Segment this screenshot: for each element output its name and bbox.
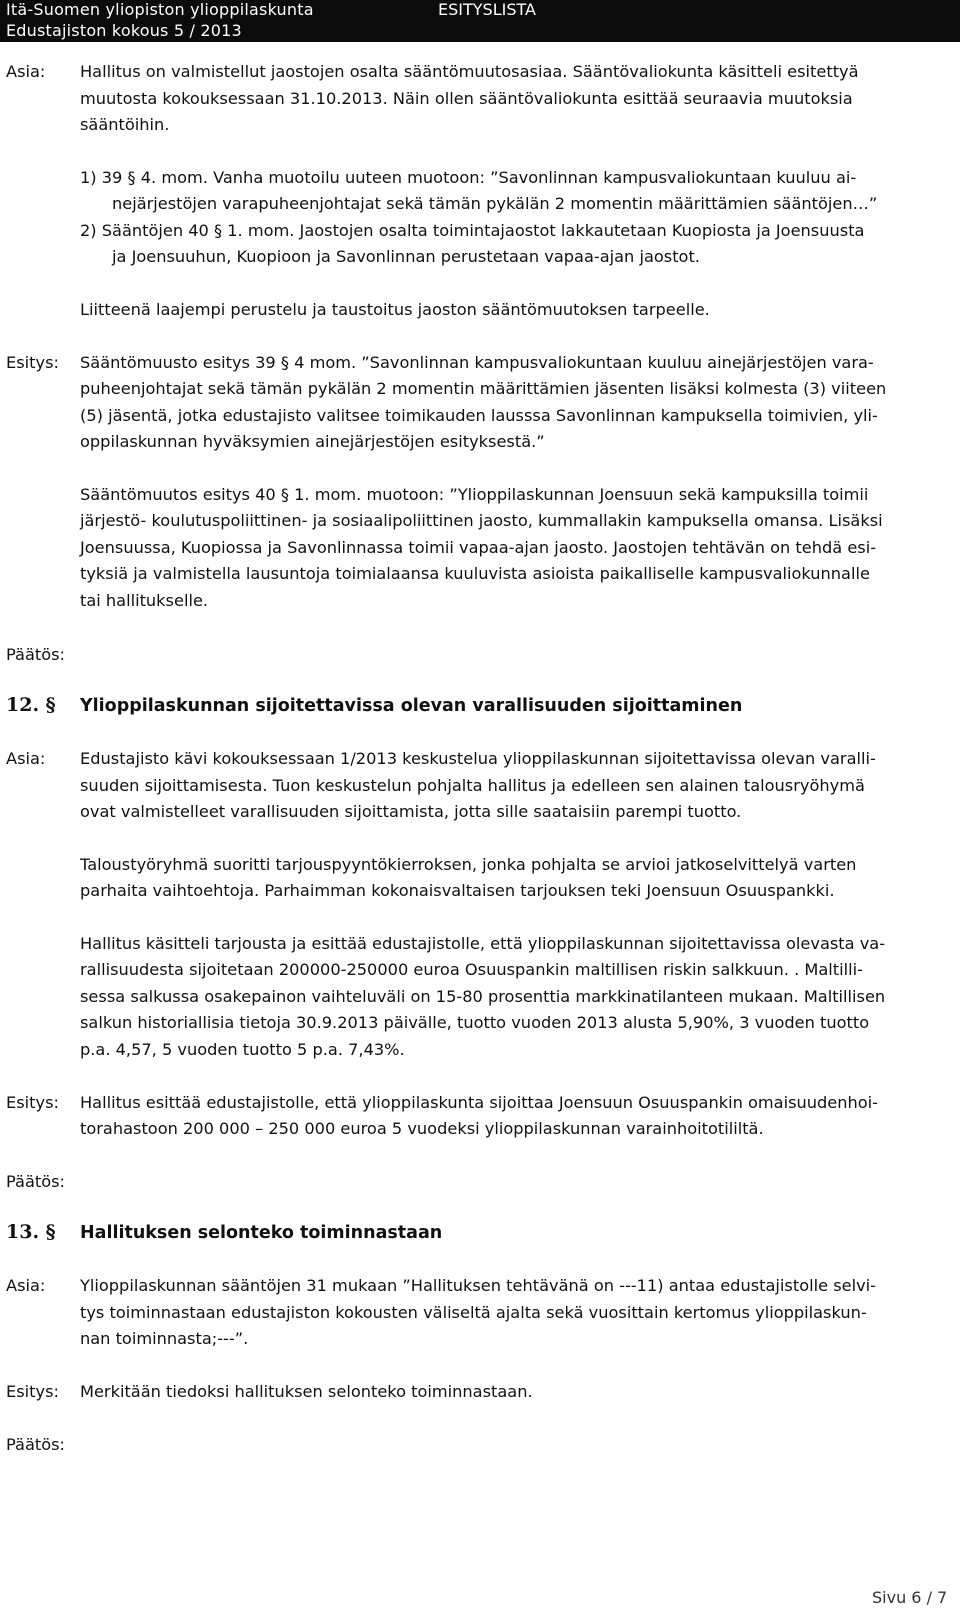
label-esitys: Esitys: (6, 1382, 59, 1401)
section-number: 13. § (6, 1221, 56, 1243)
item11-asia-line: muutosta kokouksessaan 31.10.2013. Näin ollen sääntövaliokunta esittää seuraavia muutoksia (80, 89, 853, 108)
item12-asia-line: Hallitus käsitteli tarjousta ja esittää edustajistolle, että ylioppilaskunnan sijoitettavissa olevasta va- (80, 934, 886, 953)
item11-esitys-line: tyksiä ja valmistella lausuntoja toimialaansa kuuluvista asioista paikalliselle kampusvaliokunnalle (80, 564, 870, 583)
document-header (0, 0, 960, 42)
page-number: Sivu 6 / 7 (872, 1588, 948, 1607)
label-esitys: Esitys: (6, 353, 59, 372)
item12-asia-line: Taloustyöryhmä suoritti tarjouspyyntökierroksen, jonka pohjalta se arvioi jatkoselvittelyä varten (80, 855, 857, 874)
item12-asia-line: parhaita vaihtoehtoja. Parhaimman kokonaisvaltaisen tarjouksen teki Joensuun Osuuspankki. (80, 881, 835, 900)
section-title: Ylioppilaskunnan sijoitettavissa olevan varallisuuden sijoittaminen (80, 696, 743, 716)
label-asia: Asia: (6, 749, 46, 768)
item12-asia-line: ovat valmistelleet varallisuuden sijoittamista, jotta sille saataisiin parempi tuotto. (80, 802, 742, 821)
item13-esitys: Merkitään tiedoksi hallituksen selonteko toiminnastaan. (80, 1382, 533, 1401)
document-type: ESITYSLISTA (438, 0, 536, 19)
label-paatos: Päätös: (6, 645, 66, 664)
meeting-name: Edustajiston kokous 5 / 2013 (6, 21, 242, 40)
item12-asia-line: salkun historiallisia tietoja 30.9.2013 päivälle, tuotto vuoden 2013 alusta 5,90%, 3 vuoden tuotto (80, 1013, 870, 1032)
item12-asia-line: sessa salkussa osakepainon vaihteluväli on 15-80 prosenttia markkinatilanteen mukaan. Maltillisen (80, 987, 886, 1006)
item11-esitys-line: puheenjohtajat sekä tämän pykälän 2 momentin määrittämien jäsenten lisäksi kolmesta (3) viiteen (80, 379, 887, 398)
label-esitys: Esitys: (6, 1093, 59, 1112)
rule-change-item-1: nejärjestöjen varapuheenjohtajat sekä tämän pykälän 2 momentin määrittämien sääntöjen…” (112, 194, 878, 213)
item12-esitys-line: Hallitus esittää edustajistolle, että ylioppilaskunta sijoittaa Joensuun Osuuspankin omaisuudenhoi- (80, 1093, 879, 1112)
section-title: Hallituksen selonteko toiminnastaan (80, 1223, 443, 1243)
item13-asia-line: nan toiminnasta;---”. (80, 1329, 249, 1348)
item13-asia-line: tys toiminnastaan edustajiston kokousten väliseltä ajalta sekä vuosittain kertomus ylioppilaskun- (80, 1303, 867, 1322)
item11-esitys-line: (5) jäsentä, jotka edustajisto valitsee toimikauden lausssa Savonlinnan kampuksella toimivien, yli- (80, 406, 878, 425)
item11-asia-line: Hallitus on valmistellut jaostojen osalta sääntömuutosasiaa. Sääntövaliokunta käsitteli esitettyä (80, 62, 859, 81)
label-asia: Asia: (6, 1276, 46, 1295)
rule-change-item-1: 1) 39 § 4. mom. Vanha muotoilu uuteen muotoon: ”Savonlinnan kampusvaliokuntaan kuuluu ai- (80, 168, 857, 187)
item12-esitys-line: torahastoon 200 000 – 250 000 euroa 5 vuodeksi ylioppilaskunnan varainhoitotililtä. (80, 1119, 764, 1138)
item13-asia-line: Ylioppilaskunnan sääntöjen 31 mukaan ”Hallituksen tehtävänä on ---11) antaa edustajistolle selvi- (80, 1276, 877, 1295)
rule-change-item-2: 2) Sääntöjen 40 § 1. mom. Jaostojen osalta toimintajaostot lakkautetaan Kuopiosta ja Joensuusta (80, 221, 865, 240)
item11-esitys-line: Sääntömuusto esitys 39 § 4 mom. ”Savonlinnan kampusvaliokuntaan kuuluu ainejärjestöjen vara- (80, 353, 874, 372)
rule-change-item-2: ja Joensuuhun, Kuopioon ja Savonlinnan perustetaan vapaa-ajan jaostot. (112, 247, 700, 266)
item12-asia-line: p.a. 4,57, 5 vuoden tuotto 5 p.a. 7,43%. (80, 1040, 405, 1059)
item11-esitys-line: oppilaskunnan hyväksymien ainejärjestöjen esityksestä.” (80, 432, 545, 451)
item11-esitys-line: Sääntömuutos esitys 40 § 1. mom. muotoon: ”Ylioppilaskunnan Joensuun sekä kampuksilla toimii (80, 485, 869, 504)
item12-asia-line: rallisuudesta sijoitetaan 200000-250000 euroa Osuuspankin maltillisen riskin salkkuun. . Maltilli- (80, 960, 863, 979)
organization-name: Itä-Suomen yliopiston ylioppilaskunta (6, 0, 314, 19)
item12-asia-line: Edustajisto kävi kokouksessaan 1/2013 keskustelua ylioppilaskunnan sijoitettavissa olevan varalli- (80, 749, 876, 768)
attachment-note: Liitteenä laajempi perustelu ja taustoitus jaoston sääntömuutoksen tarpeelle. (80, 300, 710, 319)
label-paatos: Päätös: (6, 1435, 66, 1454)
item11-asia-line: sääntöihin. (80, 115, 170, 134)
label-paatos: Päätös: (6, 1172, 66, 1191)
section-number: 12. § (6, 694, 56, 716)
label-asia: Asia: (6, 62, 46, 81)
item11-esitys-line: tai hallitukselle. (80, 591, 209, 610)
item12-asia-line: suuden sijoittamisesta. Tuon keskustelun pohjalta hallitus ja edelleen sen alainen talousryöhymä (80, 776, 865, 795)
item11-esitys-line: järjestö- koulutuspoliittinen- ja sosiaalipoliittinen jaosto, kummallakin kampuksella omansa. Lisäksi (80, 511, 883, 530)
item11-esitys-line: Joensuussa, Kuopiossa ja Savonlinnassa toimii vapaa-ajan jaosto. Jaostojen tehtävän on tehdä esi- (80, 538, 877, 557)
